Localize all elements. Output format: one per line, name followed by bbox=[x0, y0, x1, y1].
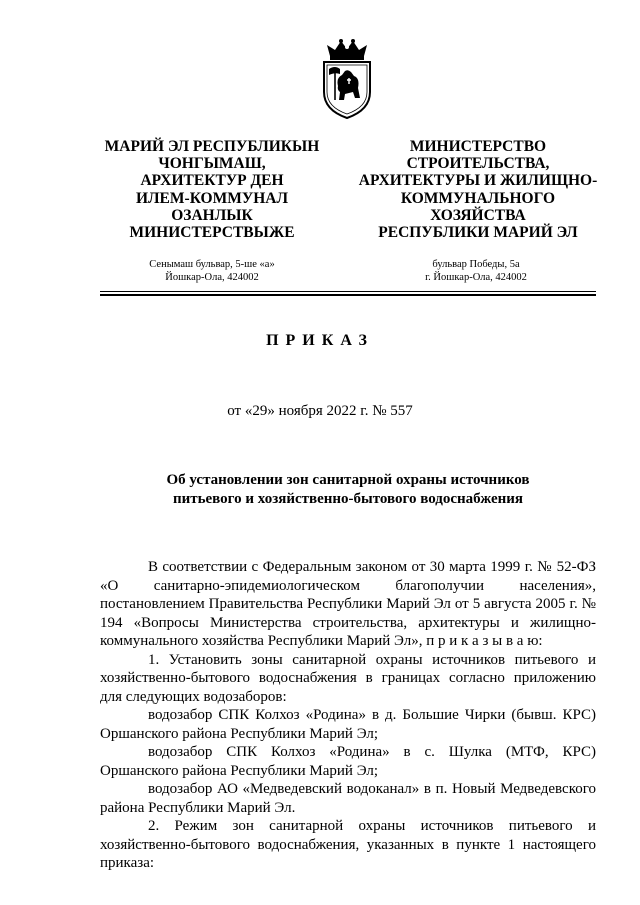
header-right bbox=[348, 138, 608, 241]
header-left bbox=[82, 138, 342, 241]
address-right-line: г. Йошкар-Ола, 424002 bbox=[425, 272, 527, 283]
coat-of-arms-icon bbox=[318, 38, 376, 120]
header-right-line: РЕСПУБЛИКИ МАРИЙ ЭЛ bbox=[378, 224, 578, 242]
paragraph-water-intake: водозабор СПК Колхоз «Родина» в д. Большие Чирки (бывш. КРС) Оршанского района Республики Марий Эл; bbox=[100, 707, 596, 742]
header-right-line: АРХИТЕКТУРЫ И ЖИЛИЩНО- bbox=[358, 172, 598, 190]
header-left-line: ИЛЕМ-КОММУНАЛ bbox=[135, 189, 289, 207]
address-left bbox=[92, 258, 332, 284]
paragraph-water-intake: водозабор СПК Колхоз «Родина» в с. Шулка (МТФ, КРС) Оршанского района Республики Марий Эл; bbox=[100, 744, 596, 779]
header-right-line: КОММУНАЛЬНОГО bbox=[400, 189, 556, 207]
order-title: ПРИКАЗ bbox=[266, 332, 374, 349]
paragraph-preamble: В соответствии с Федеральным законом от 30 марта 1999 г. № 52-ФЗ «О санитарно-эпидемиологическом благополучии населения», постановлением Правительства Республики Марий Эл от 5 августа 2005 г. № 194 «Вопросы Министерства строительства, архитектуры и жилищно-коммунального хозяйства Республики Марий Эл», п р и к а з ы в а ю: bbox=[100, 559, 596, 649]
header-right-line: МИНИСТЕРСТВО bbox=[409, 138, 547, 155]
header-right-line: ХОЗЯЙСТВА bbox=[430, 206, 526, 224]
order-subject-line: Об установлении зон санитарной охраны источников bbox=[166, 472, 530, 488]
order-body bbox=[100, 558, 596, 873]
header-left-line: ЧОНГЫМАШ, bbox=[158, 155, 266, 173]
header-left-line: ОЗАНЛЫК bbox=[171, 206, 253, 224]
header-right-line: СТРОИТЕЛЬСТВА, bbox=[406, 155, 550, 173]
order-subject bbox=[100, 471, 596, 509]
paragraph-item-1: 1. Установить зоны санитарной охраны источников питьевого и хозяйственно-бытового водоснабжения в границах согласно приложению для следующих водозаборов: bbox=[100, 651, 596, 705]
header-divider-thick bbox=[100, 294, 596, 296]
header-left-line: МАРИЙ ЭЛ РЕСПУБЛИКЫН bbox=[104, 138, 320, 155]
header-left-line: МИНИСТЕРСТВЫЖЕ bbox=[129, 224, 295, 242]
address-right bbox=[356, 258, 596, 284]
order-date: от «29» ноября 2022 г. № 557 bbox=[227, 403, 413, 419]
header-left-line: АРХИТЕКТУР ДЕН bbox=[140, 172, 284, 190]
order-subject-line: питьевого и хозяйственно-бытового водоснабжения bbox=[172, 491, 524, 507]
header-divider-thin bbox=[100, 291, 596, 292]
paragraph-item-2: 2. Режим зон санитарной охраны источников питьевого и хозяйственно-бытового водоснабжения, указанных в пункте 1 настоящего приказа: bbox=[100, 818, 596, 871]
address-left-line: Сенымаш бульвар, 5-ше «а» bbox=[149, 259, 275, 270]
address-left-line: Йошкар-Ола, 424002 bbox=[165, 272, 259, 283]
paragraph-water-intake: водозабор АО «Медведевский водоканал» в п. Новый Медведевского района Республики Марий Эл. bbox=[100, 781, 596, 816]
address-right-line: бульвар Победы, 5а bbox=[432, 259, 520, 270]
